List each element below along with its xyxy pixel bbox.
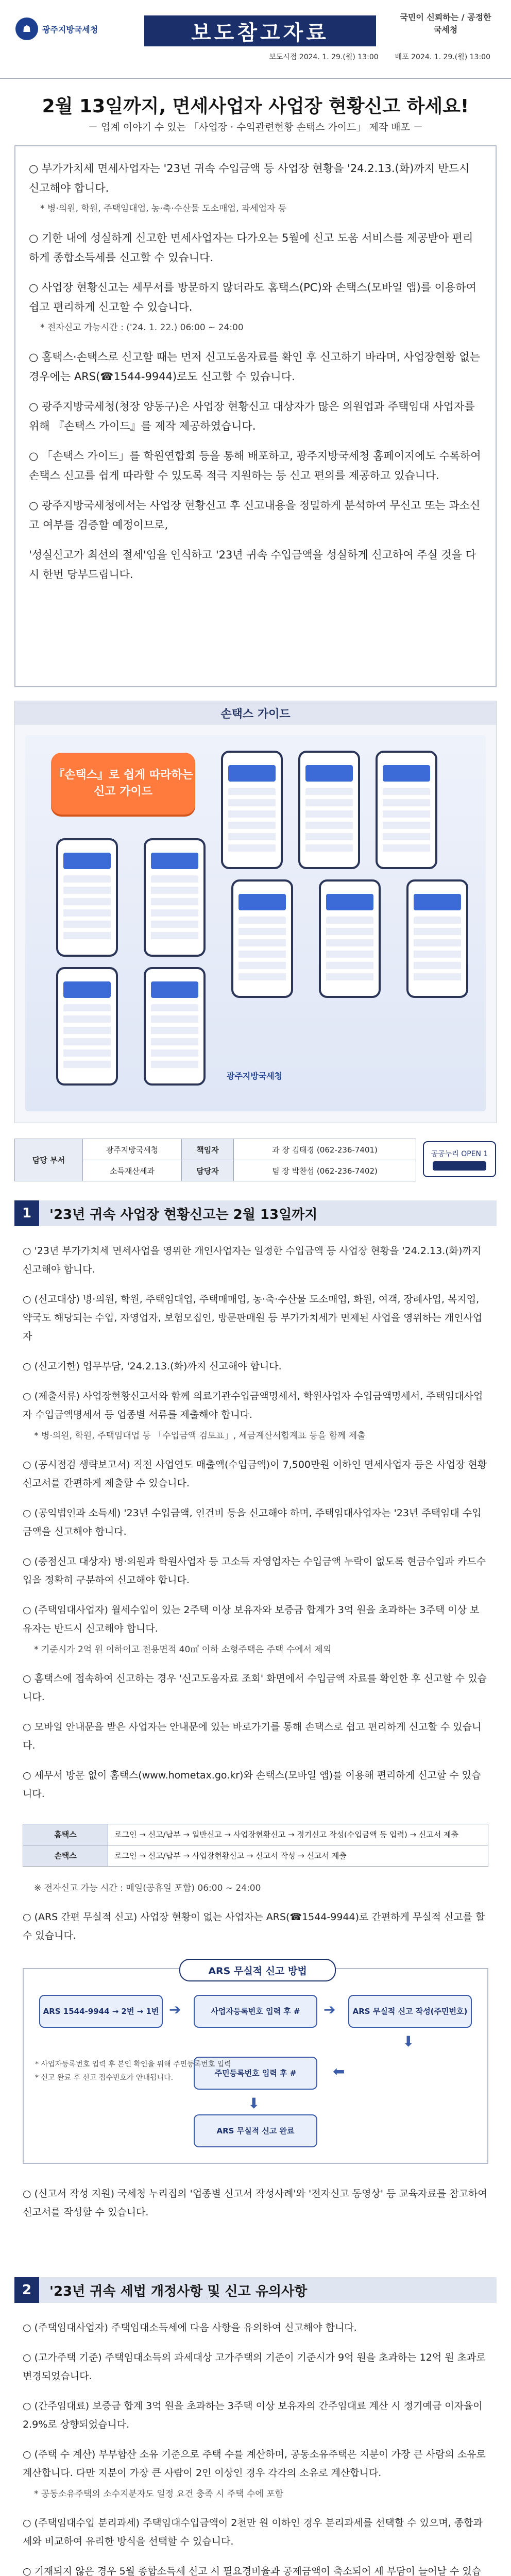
headline: 2월 13일까지, 면세사업자 사업장 현황신고 하세요! [42, 96, 469, 117]
method-steps: 로그인 → 신고/납부 → 사업장현황신고 → 신고서 작성 → 신고서 제출 [108, 1845, 488, 1867]
mobile-guide-figure [14, 701, 497, 1123]
arrow-left-icon: ⬅ [333, 2063, 345, 2080]
phone-screenshot [144, 838, 206, 957]
method-label: 홈택스 [23, 1824, 108, 1845]
contact-dept: 소득재산세과 [83, 1160, 182, 1181]
guide-title: 손택스 가이드 [15, 701, 496, 725]
agency-emblem-icon: ☗ [15, 18, 38, 40]
section-number: 1 [14, 1200, 39, 1226]
contact-role: 담당자 [181, 1160, 233, 1181]
body-paragraph: ○ (공익법인과 소득세) '23년 수입금액, 인건비 등을 신고해야 하며, 주택임대사업자는 '23년 주택임대 수입금액을 신고해야 합니다. [23, 1507, 482, 1537]
summary-box [14, 145, 497, 687]
body-note: * 기준시가 2억 원 이하이고 전용면적 40㎡ 이하 소형주택은 주택 수에서 제외 [34, 1645, 332, 1655]
body-note: * 공동소유주택의 소수지분자도 일정 요건 충족 시 주택 수에 포함 [34, 2489, 284, 2499]
phone-screenshot [144, 967, 206, 1086]
body-paragraph: ○ (간주임대료) 보증금 합계 3억 원을 초과하는 3주택 이상 보유자의 간주임대료 계산 시 정기예금 이자율이 2.9%로 상향되었습니다. [23, 2400, 483, 2430]
agency-name: 광주지방국세청 [42, 24, 98, 35]
body-paragraph: ○ (ARS 간편 무실적 신고) 사업장 현황이 없는 사업자는 ARS(☎1544-9944)로 간편하게 무실적 신고를 할 수 있습니다. [23, 1911, 485, 1941]
body-paragraph: ○ (중점신고 대상자) 병·의원과 학원사업자 등 고소득 자영업자는 수입금액 누락이 없도록 현금수입과 카드수입을 정확히 구분하여 신고해야 합니다. [23, 1556, 486, 1586]
ars-step: 사업자등록번호 입력 후 # [194, 1995, 317, 2028]
guide-illustration [25, 735, 486, 1111]
subheadline: － 업계 이야기 수 있는 「사업장 · 수익관련현황 손택스 가이드」 제작 배포 － [88, 122, 423, 133]
method-steps: 로그인 → 신고/납부 → 일반신고 → 사업장현황신고 → 정기신고 작성(수입금액 등 입력) → 신고서 제출 [108, 1824, 488, 1845]
summary-paragraph: ○ 광주지방국세청(청장 양동구)은 사업장 현황신고 대상자가 많은 의원업과 주택임대 사업자를 위해 『손택스 가이드』를 제작 제공하였습니다. [29, 400, 475, 432]
ars-step: ARS 무실적 신고 작성(주민번호) [348, 1995, 472, 2028]
body-paragraph: ○ (주택 수 계산) 부부합산 소유 기준으로 주택 수를 계산하며, 공동소유주택은 지분이 가장 큰 사람의 소유로 계산합니다. 다만 지분이 가장 큰 사람이 2인 이상인 경우 각각의 소유로 계산합니다. [23, 2449, 486, 2479]
ars-step: ARS 1544-9944 → 2번 → 1번 [39, 1995, 163, 2028]
body-paragraph: ○ '23년 부가가치세 면세사업을 영위한 개인사업자는 일정한 수입금액 등 사업장 현황을 '24.2.13.(화)까지 신고해야 합니다. [23, 1245, 482, 1275]
body-paragraph: ○ 홈택스에 접속하여 신고하는 경우 '신고도움자료 조회' 화면에서 수입금액 자료를 확인한 후 신고할 수 있습니다. [23, 1673, 487, 1703]
summary-paragraph: ○ 사업장 현황신고는 세무서를 방문하지 않더라도 홈택스(PC)와 손택스(모바일 앱)를 이용하여 쉽고 편리하게 신고할 수 있습니다. [29, 281, 476, 313]
agency-logo [15, 14, 111, 43]
arrow-right-icon: ➔ [169, 2001, 181, 2018]
summary-note: * 병·의원, 학원, 주택임대업, 농·축·수산물 도소매업, 과세업자 등 [40, 204, 287, 214]
ars-step: 주민등록번호 입력 후 # [194, 2057, 317, 2090]
method-label: 손택스 [23, 1845, 108, 1867]
section-heading [14, 2277, 497, 2303]
method-note: ※ 전자신고 가능 시간 : 매일(공휴일 포함) 06:00 ~ 24:00 [34, 1883, 261, 1893]
summary-note: * 전자신고 가능시간 : ('24. 1. 22.) 06:00 ~ 24:00 [40, 323, 244, 333]
body-paragraph: ○ 기재되지 않은 경우 5월 종합소득세 신고 시 필요경비율과 공제금액이 축소되어 세 부담이 늘어날 수 있습 [23, 2566, 482, 2576]
section1-closing [23, 2184, 488, 2233]
header [0, 0, 511, 79]
body-paragraph: ○ (주택임대사업자) 주택임대소득세에 다음 사항을 유의하여 신고해야 합니다. [23, 2322, 357, 2333]
phone-screenshot [56, 838, 118, 957]
body-paragraph: ○ 모바일 안내문을 받은 사업자는 안내문에 있는 바로가기를 통해 손택스로 쉽고 편리하게 신고할 수 있습니다. [23, 1721, 482, 1751]
body-note: * 병·의원, 학원, 주택임대업 등 「수입금액 검토표」, 세금계산서합계표 등을 함께 제출 [34, 1431, 366, 1441]
ars-note: * 신고 완료 후 신고 접수번호가 안내됩니다. [35, 2074, 174, 2082]
press-title: 보도참고자료 [144, 15, 376, 46]
release-date: 보도시점 2024. 1. 29.(월) 13:00 [269, 53, 379, 61]
contact-role: 책임자 [181, 1139, 233, 1160]
section-heading [14, 1200, 497, 1226]
phone-screenshot [376, 751, 437, 869]
guide-footer-logo: 광주지방국세청 [226, 1071, 283, 1081]
body-paragraph: ○ 세무서 방문 없이 홈택스(www.hometax.go.kr)와 손택스(모바일 앱)를 이용해 편리하게 신고할 수 있습니다. [23, 1770, 481, 1800]
date-row [0, 52, 511, 72]
phone-screenshot [319, 879, 381, 998]
kogl-open-badge [422, 1139, 497, 1180]
body-paragraph: ○ (제출서류) 사업장현황신고서와 함께 의료기관수입금액명세서, 학원사업자 수입금액명세서, 주택임대사업자 수입금액명세서 등 업종별 서류를 제출해야 합니다. [23, 1391, 483, 1420]
ars-filing-box [23, 1965, 488, 2164]
arrow-right-icon: ➔ [323, 2001, 336, 2018]
phone-screenshot [56, 967, 118, 1086]
body-paragraph: ○ (주택임대사업자) 월세수입이 있는 2주택 이상 보유자와 보증금 합계가 3억 원을 초과하는 3주택 이상 보유자는 반드시 신고해야 합니다. [23, 1604, 480, 1634]
summary-paragraph: '성실신고가 최선의 절세'임을 인식하고 '23년 귀속 수입금액을 성실하게 신고하여 주실 것을 다시 한번 당부드립니다. [29, 549, 476, 581]
contact-label: 담당 부서 [15, 1139, 83, 1181]
contact-name: 팀 장 박찬섭 (062-236-7402) [234, 1160, 416, 1181]
section-title: '23년 귀속 사업장 현황신고는 2월 13일까지 [49, 1207, 318, 1223]
ars-note: * 사업자등록번호 입력 후 본인 확인을 위해 주민등록번호 입력 [35, 2060, 231, 2069]
arrow-down-icon: ⬇ [248, 2095, 260, 2112]
body-paragraph: ○ (신고대상) 병·의원, 학원, 주택임대업, 주택매매업, 농·축·수산물 도소매업, 화원, 여객, 장례사업, 복지업, 약국도 해당되는 수입, 자영업자, 보험모집인, 방문판매원 등 부가가치세가 면제된 사업을 영위하는 개인사업자 [23, 1294, 483, 1342]
arrow-down-icon: ⬇ [402, 2033, 415, 2050]
section-title: '23년 귀속 세법 개정사항 및 신고 유의사항 [49, 2283, 308, 2299]
phone-screenshot [231, 879, 293, 998]
body-paragraph: ○ (공시점검 생략보고서) 직전 사업연도 매출액(수입금액)이 7,500만원 이하인 면세사업자 등은 사업장 현황신고서를 간편하게 제출할 수 있습니다. [23, 1459, 487, 1489]
phone-screenshot [406, 879, 468, 998]
summary-paragraph: ○ 부가가치세 면세사업자는 '23년 귀속 수입금액 등 사업장 현황을 '24.2.13.(화)까지 반드시 신고해야 합니다. [29, 162, 470, 194]
body-paragraph: ○ (주택임대수입 분리과세) 주택임대수입금액이 2천만 원 이하인 경우 분리과세를 선택할 수 있으며, 종합과세와 비교하여 유리한 방식을 선택할 수 있습니다. [23, 2517, 483, 2547]
distribution-date: 배포 2024. 1. 29.(월) 13:00 [395, 53, 490, 61]
contact-name: 과 장 김태경 (062-236-7401) [234, 1139, 416, 1160]
guide-badge: 『손택스』로 쉽게 따라하는 신고 가이드 [51, 753, 195, 815]
summary-paragraph: ○ 기한 내에 성실하게 신고한 면세사업자는 다가오는 5월에 신고 도움 서비스를 제공받아 편리하게 종합소득세를 신고할 수 있습니다. [29, 232, 473, 264]
phone-screenshot [221, 751, 283, 869]
filing-method-table [23, 1824, 488, 1867]
section-number: 2 [14, 2277, 39, 2303]
method-note-block [23, 1880, 488, 1956]
summary-paragraph: ○ 「손택스 가이드」를 학원연합회 등을 통해 배포하고, 광주지방국세청 홈페이지에도 수록하여 손택스 신고를 쉽게 따라할 수 있도록 적극 지원하는 등 신고 편의를 제공하고 있습니다. [29, 450, 481, 482]
summary-paragraph: ○ 광주지방국세청에서는 사업장 현황신고 후 신고내용을 정밀하게 분석하여 무신고 또는 과소신고 여부를 검증할 예정이므로, [29, 499, 481, 531]
summary-paragraph: ○ 홈택스·손택스로 신고할 때는 먼저 신고도움자료를 확인 후 신고하기 바라며, 사업장현황 없는 경우에는 ARS(☎1544-9944)로도 신고할 수 있습니다. [29, 351, 480, 383]
ars-step: ARS 무실적 신고 완료 [194, 2114, 317, 2147]
contact-table [14, 1139, 416, 1181]
ars-title: ARS 무실적 신고 방법 [179, 1959, 336, 1981]
body-paragraph: ○ (신고기한) 업무부담, '24.2.13.(화)까지 신고해야 합니다. [23, 1361, 282, 1372]
kogl-badge-text: 공공누리 OPEN 1 [431, 1150, 488, 1158]
phone-screenshot [298, 751, 360, 869]
slogan: 국민이 신뢰하는 / 공정한 국세청 [400, 12, 491, 35]
contact-dept: 광주지방국세청 [83, 1139, 182, 1160]
section1-body [23, 1242, 488, 1815]
body-paragraph: ○ (신고서 작성 지원) 국세청 누리집의 '업종별 신고서 작성사례'와 '전자신고 동영상' 등 교육자료를 참고하여 신고서를 작성할 수 있습니다. [23, 2188, 487, 2218]
section2-body [23, 2318, 488, 2576]
body-paragraph: ○ (고가주택 기준) 주택임대소득의 과세대상 고가주택의 기준이 기준시가 9억 원을 초과하는 12억 원 초과로 변경되었습니다. [23, 2352, 486, 2382]
